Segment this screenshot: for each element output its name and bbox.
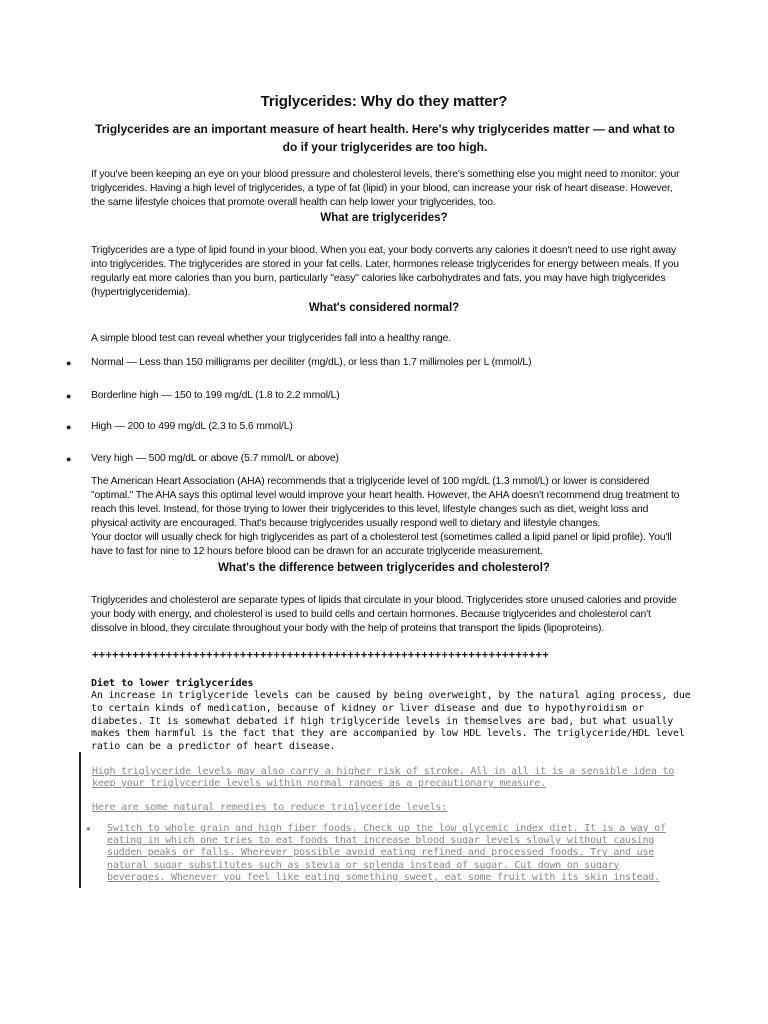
what-are-paragraph: Triglycerides are a type of lipid found in your blood. When you eat, your body converts any calories it doesn't need to use right away into triglycerides. The triglycerides are stored in your fat cells. Later, hormones release triglycerides for energy between meals. If you regularly eat more calories than you burn, particularly "easy" calories like carbohydrates and fats, you may have high triglycerides (hypertriglyceridemia). [91,245,679,298]
diet-heading: Diet to lower triglycerides [91,678,254,689]
bullet-very-high: Very high — 500 mg/dL or above (5.7 mmol/L or above) [91,453,339,464]
bullet-high: High — 200 to 499 mg/dL (2.3 to 5.6 mmol/L) [91,421,293,432]
aha-paragraph: The American Heart Association (AHA) recommends that a triglyceride level of 100 mg/dL (1.3 mmol/L) or lower is considered "optimal." The AHA says this optimal level would improve your heart health. However, the AHA doesn't recommend drug treatment to reach this level. Instead, for those trying to lower their triglycerides to this level, lifestyle changes such as diet, weight loss and physical activity are encouraged. That's because triglycerides usually respond well to dietary and lifestyle changes. [91,476,680,529]
difference-paragraph: Triglycerides and cholesterol are separate types of lipids that circulate in your blood. Triglycerides store unused calories and provide your body with energy, and cholesterol is used to build cells and certain hormones. Because triglycerides and cholesterol can't dissolve in blood, they circulate throughout your body with the help of proteins that transport the lipids (lipoproteins). [91,595,677,634]
page-subtitle: Triglycerides are an important measure of heart health. Here's why triglycerides matter — and what to do if your triglycerides are too high. [95,122,675,154]
remedy-link[interactable]: Switch to whole grain and high fiber foods. Check up the low glycemic index diet. It is a way of eating in which one tries to eat foods that increase blood sugar levels slowly without causing sudden peaks or falls. Wherever possible avoid eating refined and processed foods. Try and use natural sugar substitutes such as stevia or splenda instead of sugar. Cut down on sugary beverages. Whenever you feel like eating something sweet, eat some fruit with its skin instead. [107,823,666,883]
normal-intro-paragraph: A simple blood test can reveal whether your triglycerides fall into a healthy range. [91,333,451,344]
heading-what-are-triglycerides: What are triglycerides? [320,212,448,224]
intro-paragraph: If you've been keeping an eye on your blood pressure and cholesterol levels, there's something else you might need to monitor: your triglycerides. Having a high level of triglycerides, a type of fat (lipid) in your blood, can increase your risk of heart disease. However, the same lifestyle choices that promote overall health can help lower your triglycerides, too. [91,169,680,208]
plus-separator: ++++++++++++++++++++++++++++++++++++++++++++++++++++++++++++++++++++ [92,649,550,661]
diet-paragraph: An increase in triglyceride levels can be caused by being overweight, by the natural aging process, due to certain kinds of medication, because of kidney or liver disease and due to hypothyroidism or diabetes. It is somewhat debated if high triglyceride levels in themselves are bad, but what usually makes them harmful is the fact that they are accompanied by low HDL levels. The triglyceride/HDL level ratio can be a predictor of heart disease. [91,690,691,753]
bullet-icon: ● [66,454,72,464]
bullet-icon: ● [86,824,91,833]
bullet-normal: Normal — Less than 150 milligrams per deciliter (mg/dL), or less than 1.7 millimoles per L (mmol/L) [91,357,532,368]
heading-considered-normal: What's considered normal? [308,302,460,314]
bullet-icon: ● [66,391,72,401]
bullet-icon: ● [66,422,72,432]
heading-difference: What's the difference between triglycerides and cholesterol? [218,562,550,574]
bullet-icon: ● [66,358,72,368]
remedies-intro-link[interactable]: Here are some natural remedies to reduce triglyceride levels: [92,802,448,813]
stroke-link[interactable]: High triglyceride levels may also carry a higher risk of stroke. All in all it is a sensible idea to keep your triglyceride levels within normal ranges as a precautionary measure. [92,766,675,790]
page-title: Triglycerides: Why do they matter? [260,93,508,110]
blockquote-bar [79,752,81,888]
bullet-borderline: Borderline high — 150 to 199 mg/dL (1.8 to 2.2 mmol/L) [91,390,340,401]
doctor-paragraph: Your doctor will usually check for high triglycerides as part of a cholesterol test (sometimes called a lipid panel or lipid profile). You'll have to fast for nine to 12 hours before blood can be drawn for an accurate triglyceride measurement. [91,532,672,557]
